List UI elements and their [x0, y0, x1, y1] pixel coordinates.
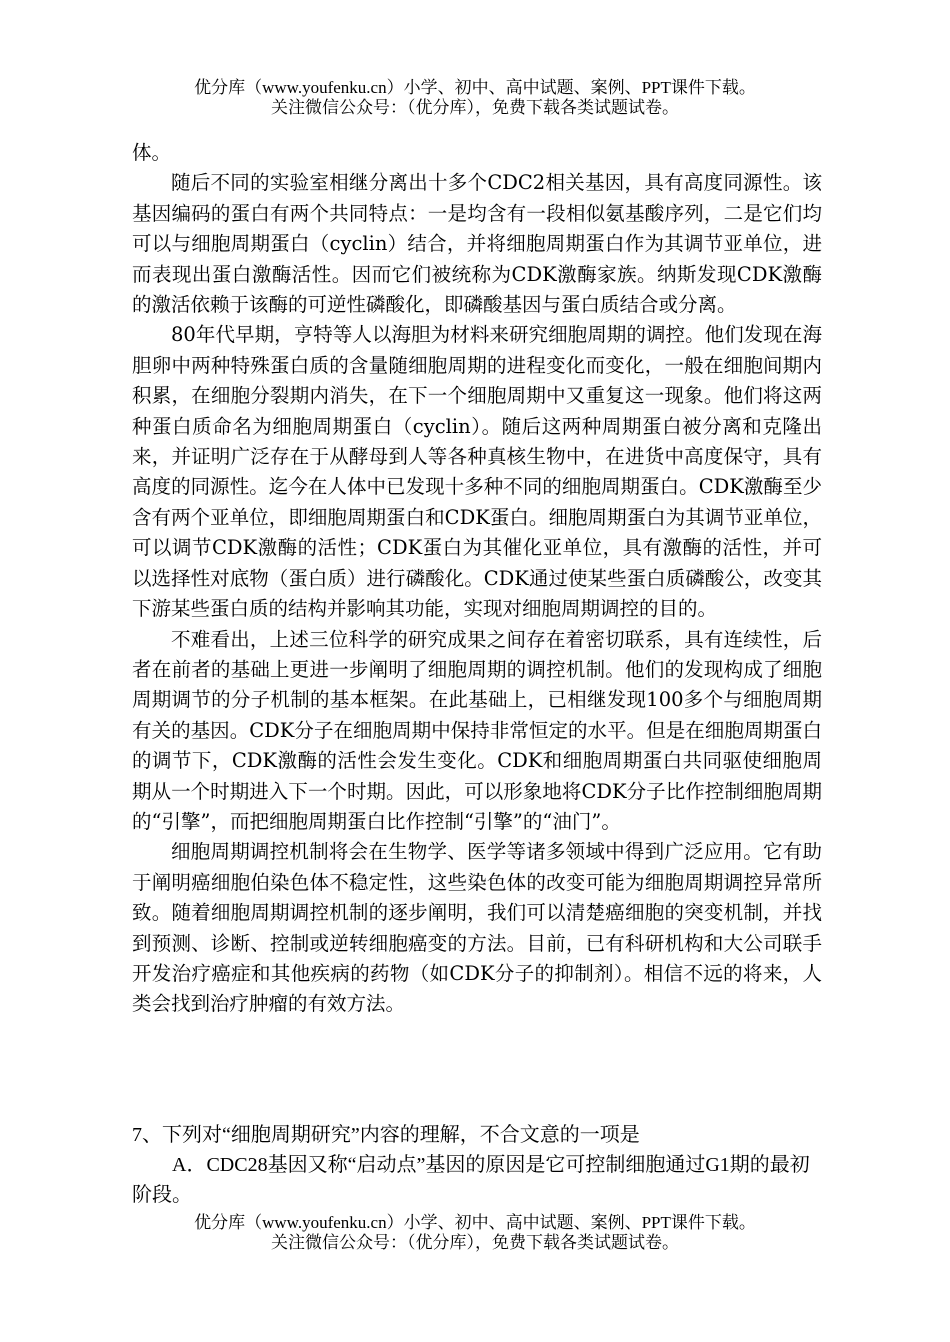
- question-7: [132, 1120, 822, 1210]
- paragraph-continuation: 体。: [132, 141, 172, 164]
- footer-line-1: 优分库（www.youfenku.cn）小学、初中、高中试题、案例、PPT课件下载。: [194, 1213, 756, 1232]
- paragraph-research-connection: 不难看出，上述三位科学的研究成果之间存在着密切联系，具有连续性，后者在前者的基础上更进一步阐明了细胞周期的调控机制。他们的发现构成了细胞周期调节的分子机制的基本框架。在此基础上，已相继发现100多个与细胞周期有关的基因。CDK分子在细胞周期中保持非常恒定的水平。但是在细胞周期蛋白的调节下，CDK激酶的活性会发生变化。CDK和细胞周期蛋白共同驱使细胞周期从一个时期进入下一个时期。因此，可以形象地将CDK分子比作控制细胞周期的“引擎”，而把细胞周期蛋白比作控制“引擎”的“油门”。: [132, 627, 822, 833]
- article-body: [132, 138, 822, 1020]
- paragraph-applications: 细胞周期调控机制将会在生物学、医学等诸多领域中得到广泛应用。它有助于阐明癌细胞伯染色体不稳定性，这些染色体的改变可能为细胞周期调控异常所致。随着细胞周期调控机制的逐步阐明，我们可以清楚癌细胞的突变机制，并找到预测、诊断、控制或逆转细胞癌变的方法。目前，已有科研机构和大公司联手开发治疗癌症和其他疾病的药物（如CDK分子的抑制剂）。相信不远的将来，人类会找到治疗肿瘤的有效方法。: [132, 840, 822, 1016]
- question-stem: 7、下列对“细胞周期研究”内容的理解，不合文意的一项是: [132, 1124, 640, 1146]
- paragraph-cdk-family: 随后不同的实验室相继分离出十多个CDC2相关基因，具有高度同源性。该基因编码的蛋白有两个共同特点：一是均含有一段相似氨基酸序列，二是它们均可以与细胞周期蛋白（cyclin）结合，并将细胞周期蛋白作为其调节亚单位，进而表现出蛋白激酶活性。因而它们被统称为CDK激酶家族。纳斯发现CDK激酶的激活依赖于该酶的可逆性磷酸化，即磷酸基因与蛋白质结合或分离。: [132, 171, 822, 317]
- page-header: [0, 78, 950, 118]
- header-line-2: 关注微信公众号：（优分库），免费下载各类试题试卷。: [271, 98, 679, 117]
- option-a: A．CDC28基因又称“启动点”基因的原因是它可控制细胞通过G1期的最初阶段。: [132, 1154, 810, 1206]
- header-line-1: 优分库（www.youfenku.cn）小学、初中、高中试题、案例、PPT课件下载。: [194, 78, 756, 97]
- page-footer: [0, 1213, 950, 1253]
- paragraph-cyclin-discovery: 80年代早期，亨特等人以海胆为材料来研究细胞周期的调控。他们发现在海胆卵中两种特殊蛋白质的含量随细胞周期的进程变化而变化，一般在细胞间期内积累，在细胞分裂期内消失，在下一个细胞周期中又重复这一现象。他们将这两种蛋白质命名为细胞周期蛋白（cyclin）。随后这两种周期蛋白被分离和克隆出来，并证明广泛存在于从酵母到人等各种真核生物中，在进货中高度保守，具有高度的同源性。迄今在人体中已发现十多种不同的细胞周期蛋白。CDK激酶至少含有两个亚单位，即细胞周期蛋白和CDK蛋白。细胞周期蛋白为其调节亚单位，可以调节CDK激酶的活性；CDK蛋白为其催化亚单位，具有激酶的活性，并可以选择性对底物（蛋白质）进行磷酸化。CDK通过使某些蛋白质磷酸公，改变其下游某些蛋白质的结构并影响其功能，实现对细胞周期调控的目的。: [132, 323, 822, 621]
- footer-line-2: 关注微信公众号：（优分库），免费下载各类试题试卷。: [271, 1233, 679, 1252]
